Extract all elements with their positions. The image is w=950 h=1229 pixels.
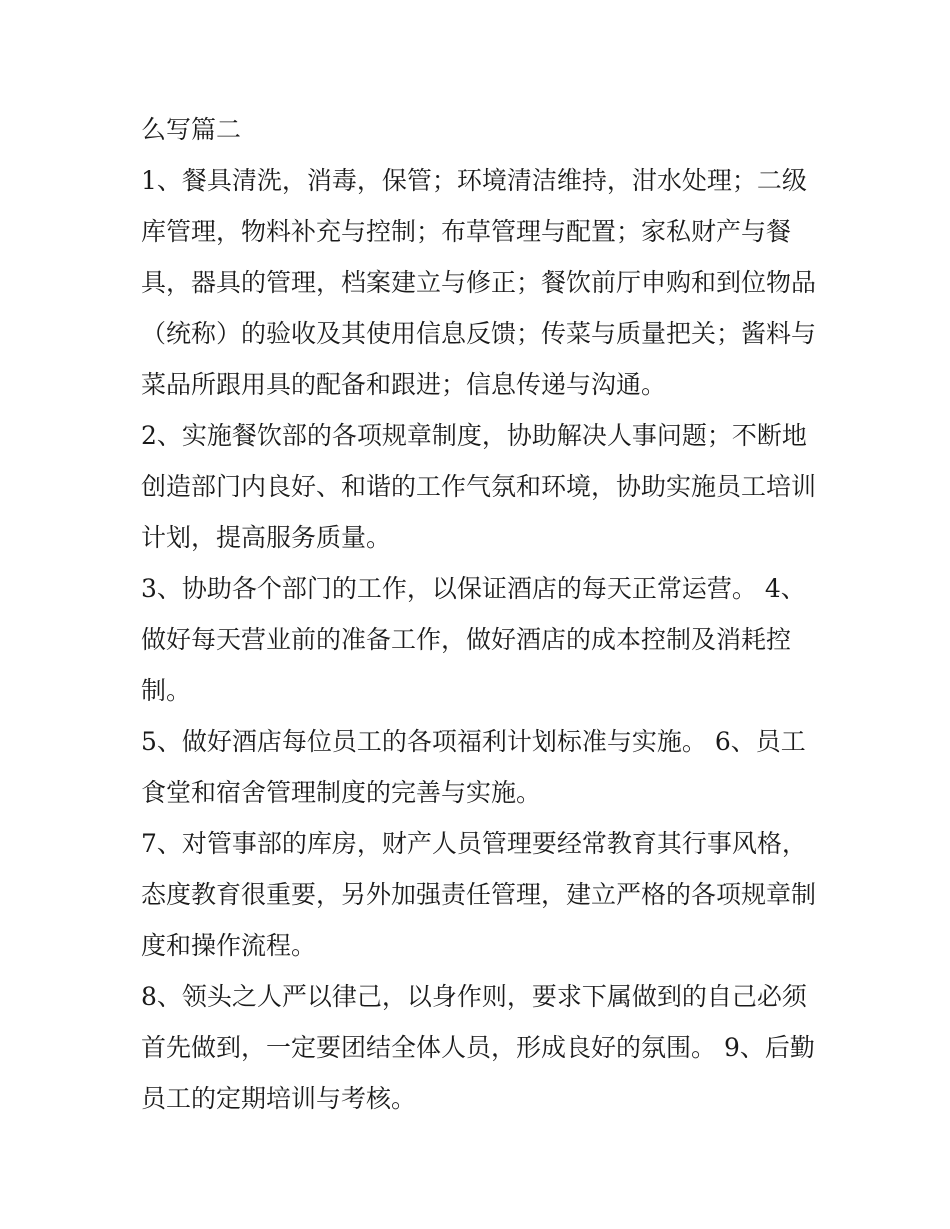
text-line: 首先做到，一定要团结全体人员，形成良好的氛围。 9、后勤	[141, 1033, 815, 1062]
text-line: 库管理，物料补充与控制；布草管理与配置；家私财产与餐	[141, 217, 792, 246]
text-line: 2、实施餐饮部的各项规章制度，协助解决人事问题；不断地	[141, 421, 807, 450]
text-line: 度和操作流程。	[141, 931, 317, 960]
text-line: 具，器具的管理，档案建立与修正；餐饮前厅申购和到位物品	[141, 268, 817, 297]
document-body	[141, 104, 821, 1124]
text-line: 1、餐具清洗，消毒，保管；环境清洁维持，泔水处理；二级	[141, 166, 807, 195]
text-line: （统称）的验收及其使用信息反馈；传菜与质量把关；酱料与	[141, 319, 817, 348]
heading-line: 么写篇二	[141, 115, 242, 144]
text-line: 制。	[141, 676, 192, 705]
text-line: 7、对管事部的库房，财产人员管理要经常教育其行事风格，	[141, 829, 807, 858]
text-line: 8、领头之人严以律己，以身作则，要求下属做到的自己必须	[141, 982, 807, 1011]
text-line: 创造部门内良好、和谐的工作气氛和环境，协助实施员工培训	[141, 472, 817, 501]
text-line: 态度教育很重要，另外加强责任管理，建立严格的各项规章制	[141, 880, 817, 909]
text-line: 计划，提高服务质量。	[141, 523, 392, 552]
text-line: 食堂和宿舍管理制度的完善与实施。	[141, 778, 542, 807]
text-line: 3、协助各个部门的工作，以保证酒店的每天正常运营。 4、	[141, 574, 806, 603]
text-line: 员工的定期培训与考核。	[141, 1084, 417, 1113]
text-line: 5、做好酒店每位员工的各项福利计划标准与实施。 6、员工	[141, 727, 806, 756]
text-line: 菜品所跟用具的配备和跟进；信息传递与沟通。	[141, 370, 667, 399]
text-line: 做好每天营业前的准备工作，做好酒店的成本控制及消耗控	[141, 625, 792, 654]
